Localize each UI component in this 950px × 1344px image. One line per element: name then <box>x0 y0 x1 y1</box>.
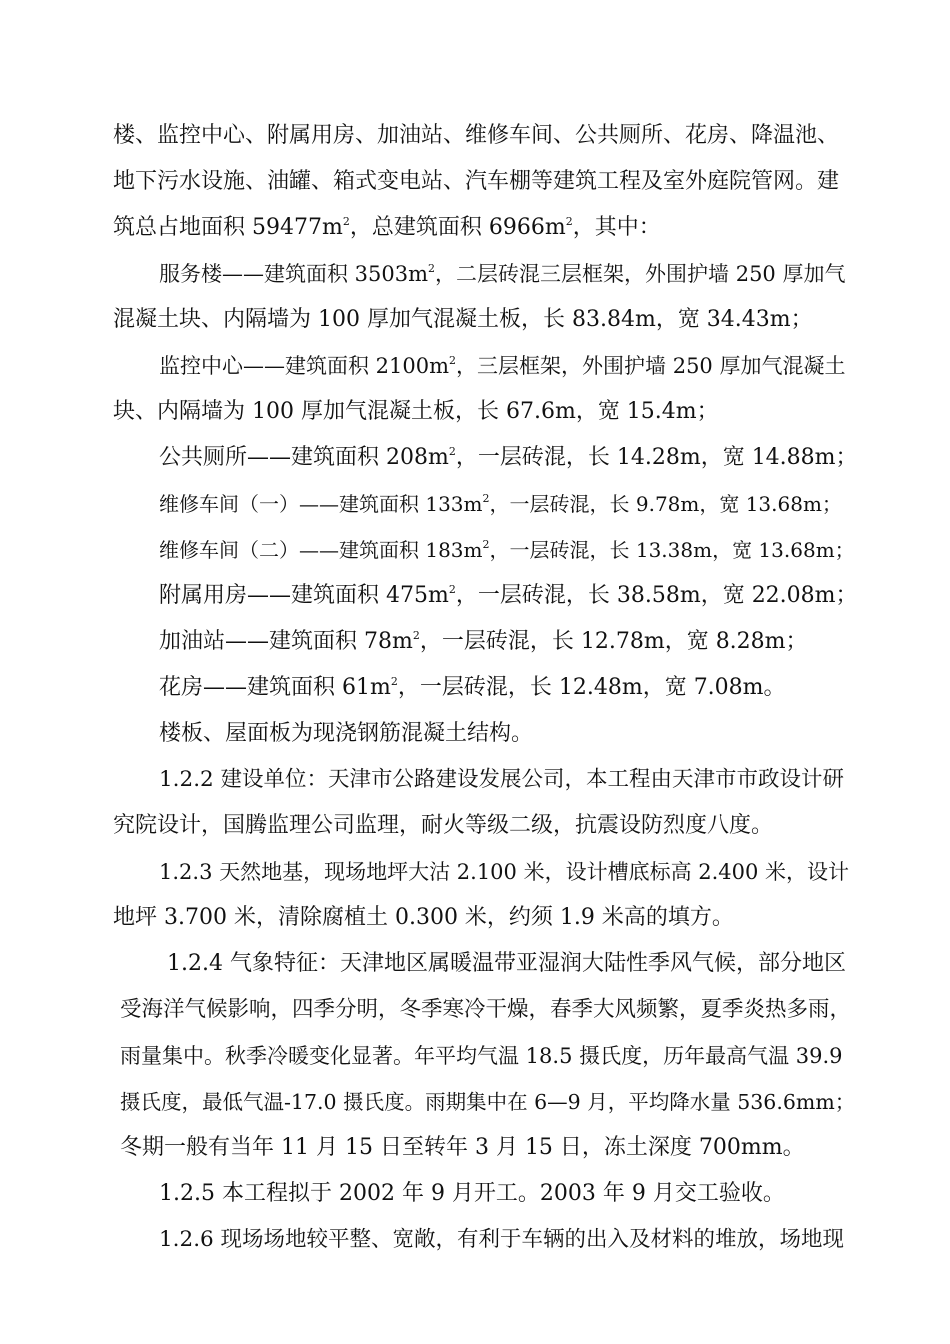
text-run: ，二层砖混三层框架，外围护墙 250 厚加气 <box>435 262 846 286</box>
text-run: 花房——建筑面积 61m <box>159 675 391 700</box>
text-run: ，三层框架，外围护墙 250 厚加气混凝土 <box>456 354 846 378</box>
paragraph-line: 地坪 3.700 米，清除腐植土 0.300 米，约须 1.9 米高的填方。 <box>113 905 734 930</box>
text-run: 维修车间（二）——建筑面积 183m <box>159 538 483 562</box>
text-run: ，一层砖混，长 9.78m，宽 13.68m； <box>489 492 842 516</box>
paragraph-line <box>159 673 786 703</box>
text-run: ，其中： <box>572 215 661 240</box>
superscript: 2 <box>412 629 420 642</box>
paragraph-line <box>159 489 842 519</box>
superscript: 2 <box>448 583 456 596</box>
text-run: 公共厕所——建筑面积 208m <box>159 445 449 470</box>
paragraph-line: 摄氏度，最低气温-17.0 摄氏度。雨期集中在 6—9 月，平均降水量 536.6mm； <box>120 1090 856 1114</box>
paragraph-line <box>159 535 855 565</box>
paragraph-line: 1.2.3 天然地基，现场地坪大沽 2.100 米，设计槽底标高 2.400 米，设计 <box>159 860 850 884</box>
text-run: ，一层砖混，长 38.58m，宽 22.08m； <box>455 583 858 608</box>
paragraph-line: 受海洋气候影响，四季分明，冬季寒冷干燥，春季大风频繁，夏季炎热多雨， <box>120 997 852 1022</box>
text-run: ，一层砖混，长 14.28m，宽 14.88m； <box>455 445 858 470</box>
superscript: 2 <box>342 215 350 228</box>
superscript: 2 <box>428 262 436 275</box>
paragraph-line <box>159 443 858 473</box>
paragraph-line: 冬期一般有当年 11 月 15 日至转年 3 月 15 日，冻土深度 700mm。 <box>120 1135 805 1160</box>
paragraph-line: 1.2.4 气象特征：天津地区属暖温带亚湿润大陆性季风气候，部分地区 <box>167 951 846 976</box>
paragraph-line: 块、内隔墙为 100 厚加气混凝土板，长 67.6m，宽 15.4m； <box>113 399 719 424</box>
text-run: ，一层砖混，长 13.38m，宽 13.68m； <box>489 538 855 562</box>
text-run: ，总建筑面积 6966m <box>349 215 566 240</box>
paragraph-line: 楼、监控中心、附属用房、加油站、维修车间、公共厕所、花房、降温池、 <box>113 123 840 148</box>
paragraph-line: 1.2.2 建设单位：天津市公路建设发展公司，本工程由天津市市政设计研 <box>159 767 845 792</box>
paragraph-line: 楼板、屋面板为现浇钢筋混凝土结构。 <box>159 721 534 746</box>
text-run: 监控中心——建筑面积 2100m <box>159 354 450 378</box>
paragraph-line: 究院设计，国腾监理公司监理，耐火等级二级，抗震设防烈度八度。 <box>113 813 774 838</box>
paragraph-line <box>159 581 858 611</box>
paragraph-line <box>113 213 661 243</box>
text-run: 维修车间（一）——建筑面积 133m <box>159 492 483 516</box>
text-run: 筑总占地面积 59477m <box>113 215 343 240</box>
text-run: ，一层砖混，长 12.78m，宽 8.28m； <box>419 629 808 654</box>
paragraph-line: 1.2.6 现场场地较平整、宽敞，有利于车辆的出入及材料的堆放，场地现 <box>159 1227 845 1252</box>
paragraph-line: 雨量集中。秋季冷暖变化显著。年平均气温 18.5 摄氏度，历年最高气温 39.9 <box>120 1044 843 1068</box>
paragraph-line <box>159 259 845 289</box>
paragraph-line: 1.2.5 本工程拟于 2002 年 9 月开工。2003 年 9 月交工验收。 <box>159 1181 785 1206</box>
text-run: 加油站——建筑面积 78m <box>159 629 413 654</box>
superscript: 2 <box>390 675 398 688</box>
text-run: ，一层砖混，长 12.48m，宽 7.08m。 <box>397 675 786 700</box>
superscript: 2 <box>448 445 456 458</box>
paragraph-line: 混凝土块、内隔墙为 100 厚加气混凝土板，长 83.84m，宽 34.43m； <box>113 307 813 332</box>
superscript: 2 <box>482 538 490 551</box>
text-run: 服务楼——建筑面积 3503m <box>159 262 429 286</box>
superscript: 2 <box>482 492 490 505</box>
text-run: 附属用房——建筑面积 475m <box>159 583 449 608</box>
superscript: 2 <box>449 354 457 367</box>
paragraph-line <box>159 627 808 657</box>
paragraph-line: 地下污水设施、油罐、箱式变电站、汽车棚等建筑工程及室外庭院管网。建 <box>113 169 840 194</box>
paragraph-line <box>159 351 845 381</box>
superscript: 2 <box>565 215 573 228</box>
